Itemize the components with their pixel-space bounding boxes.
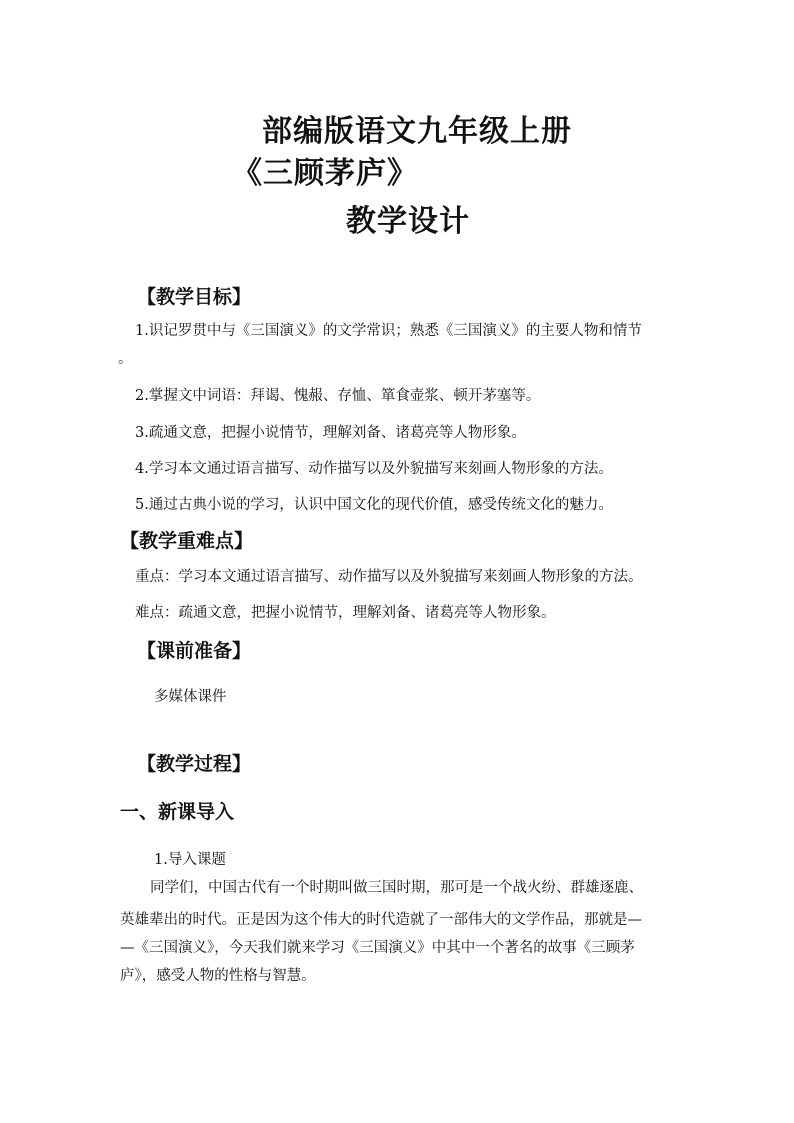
key-point: 重点：学习本文通过语言描写、动作描写以及外貌描写来刻画人物形象的方法。: [135, 569, 643, 585]
objective-item-1: 1.识记罗贯中与《三国演义》的文学常识；熟悉《三国演义》的主要人物和情节: [135, 323, 642, 339]
section-title: 一、新课导入: [120, 801, 235, 823]
objective-item-4: 4.学习本文通过语言描写、动作描写以及外貌描写来刻画人物形象的方法。: [135, 461, 613, 477]
paragraph-line-3: —《三国演义》，今天我们就来学习《三国演义》中其中一个著名的故事《三顾茅: [120, 940, 635, 956]
paragraph-line-4: 庐》，感受人物的性格与智慧。: [120, 968, 316, 984]
preparation-heading: 【课前准备】: [137, 640, 252, 662]
difficult-point: 难点：疏通文意，把握小说情节，理解刘备、诸葛亮等人物形象。: [135, 605, 556, 621]
document-subtitle: 教学设计: [346, 204, 470, 239]
objectives-heading: 【教学目标】: [137, 286, 252, 308]
key-points-heading: 【教学重难点】: [120, 530, 254, 552]
paragraph-line-1: 同学们，中国古代有一个时期叫做三国时期，那可是一个战火纷、群雄逐鹿、: [150, 880, 643, 896]
process-heading: 【教学过程】: [137, 753, 252, 775]
objective-item-2: 2.掌握文中词语：拜谒、愧赧、存恤、箪食壶浆、顿开茅塞等。: [135, 388, 541, 404]
paragraph-line-2: 英雄辈出的时代。正是因为这个伟大的时代造就了一部伟大的文学作品，那就是—: [120, 912, 642, 928]
document-title: 部编版语文九年级上册: [262, 114, 572, 149]
subsection-title: 1.导入课题: [154, 852, 226, 868]
lesson-title: 《三顾茅庐》: [232, 156, 418, 191]
objective-item-1-continued: 。: [118, 351, 133, 367]
objective-item-3: 3.疏通文意，把握小说情节，理解刘备、诸葛亮等人物形象。: [135, 425, 526, 441]
objective-item-5: 5.通过古典小说的学习，认识中国文化的现代价值，感受传统文化的魅力。: [135, 497, 613, 513]
preparation-content: 多媒体课件: [154, 689, 227, 705]
